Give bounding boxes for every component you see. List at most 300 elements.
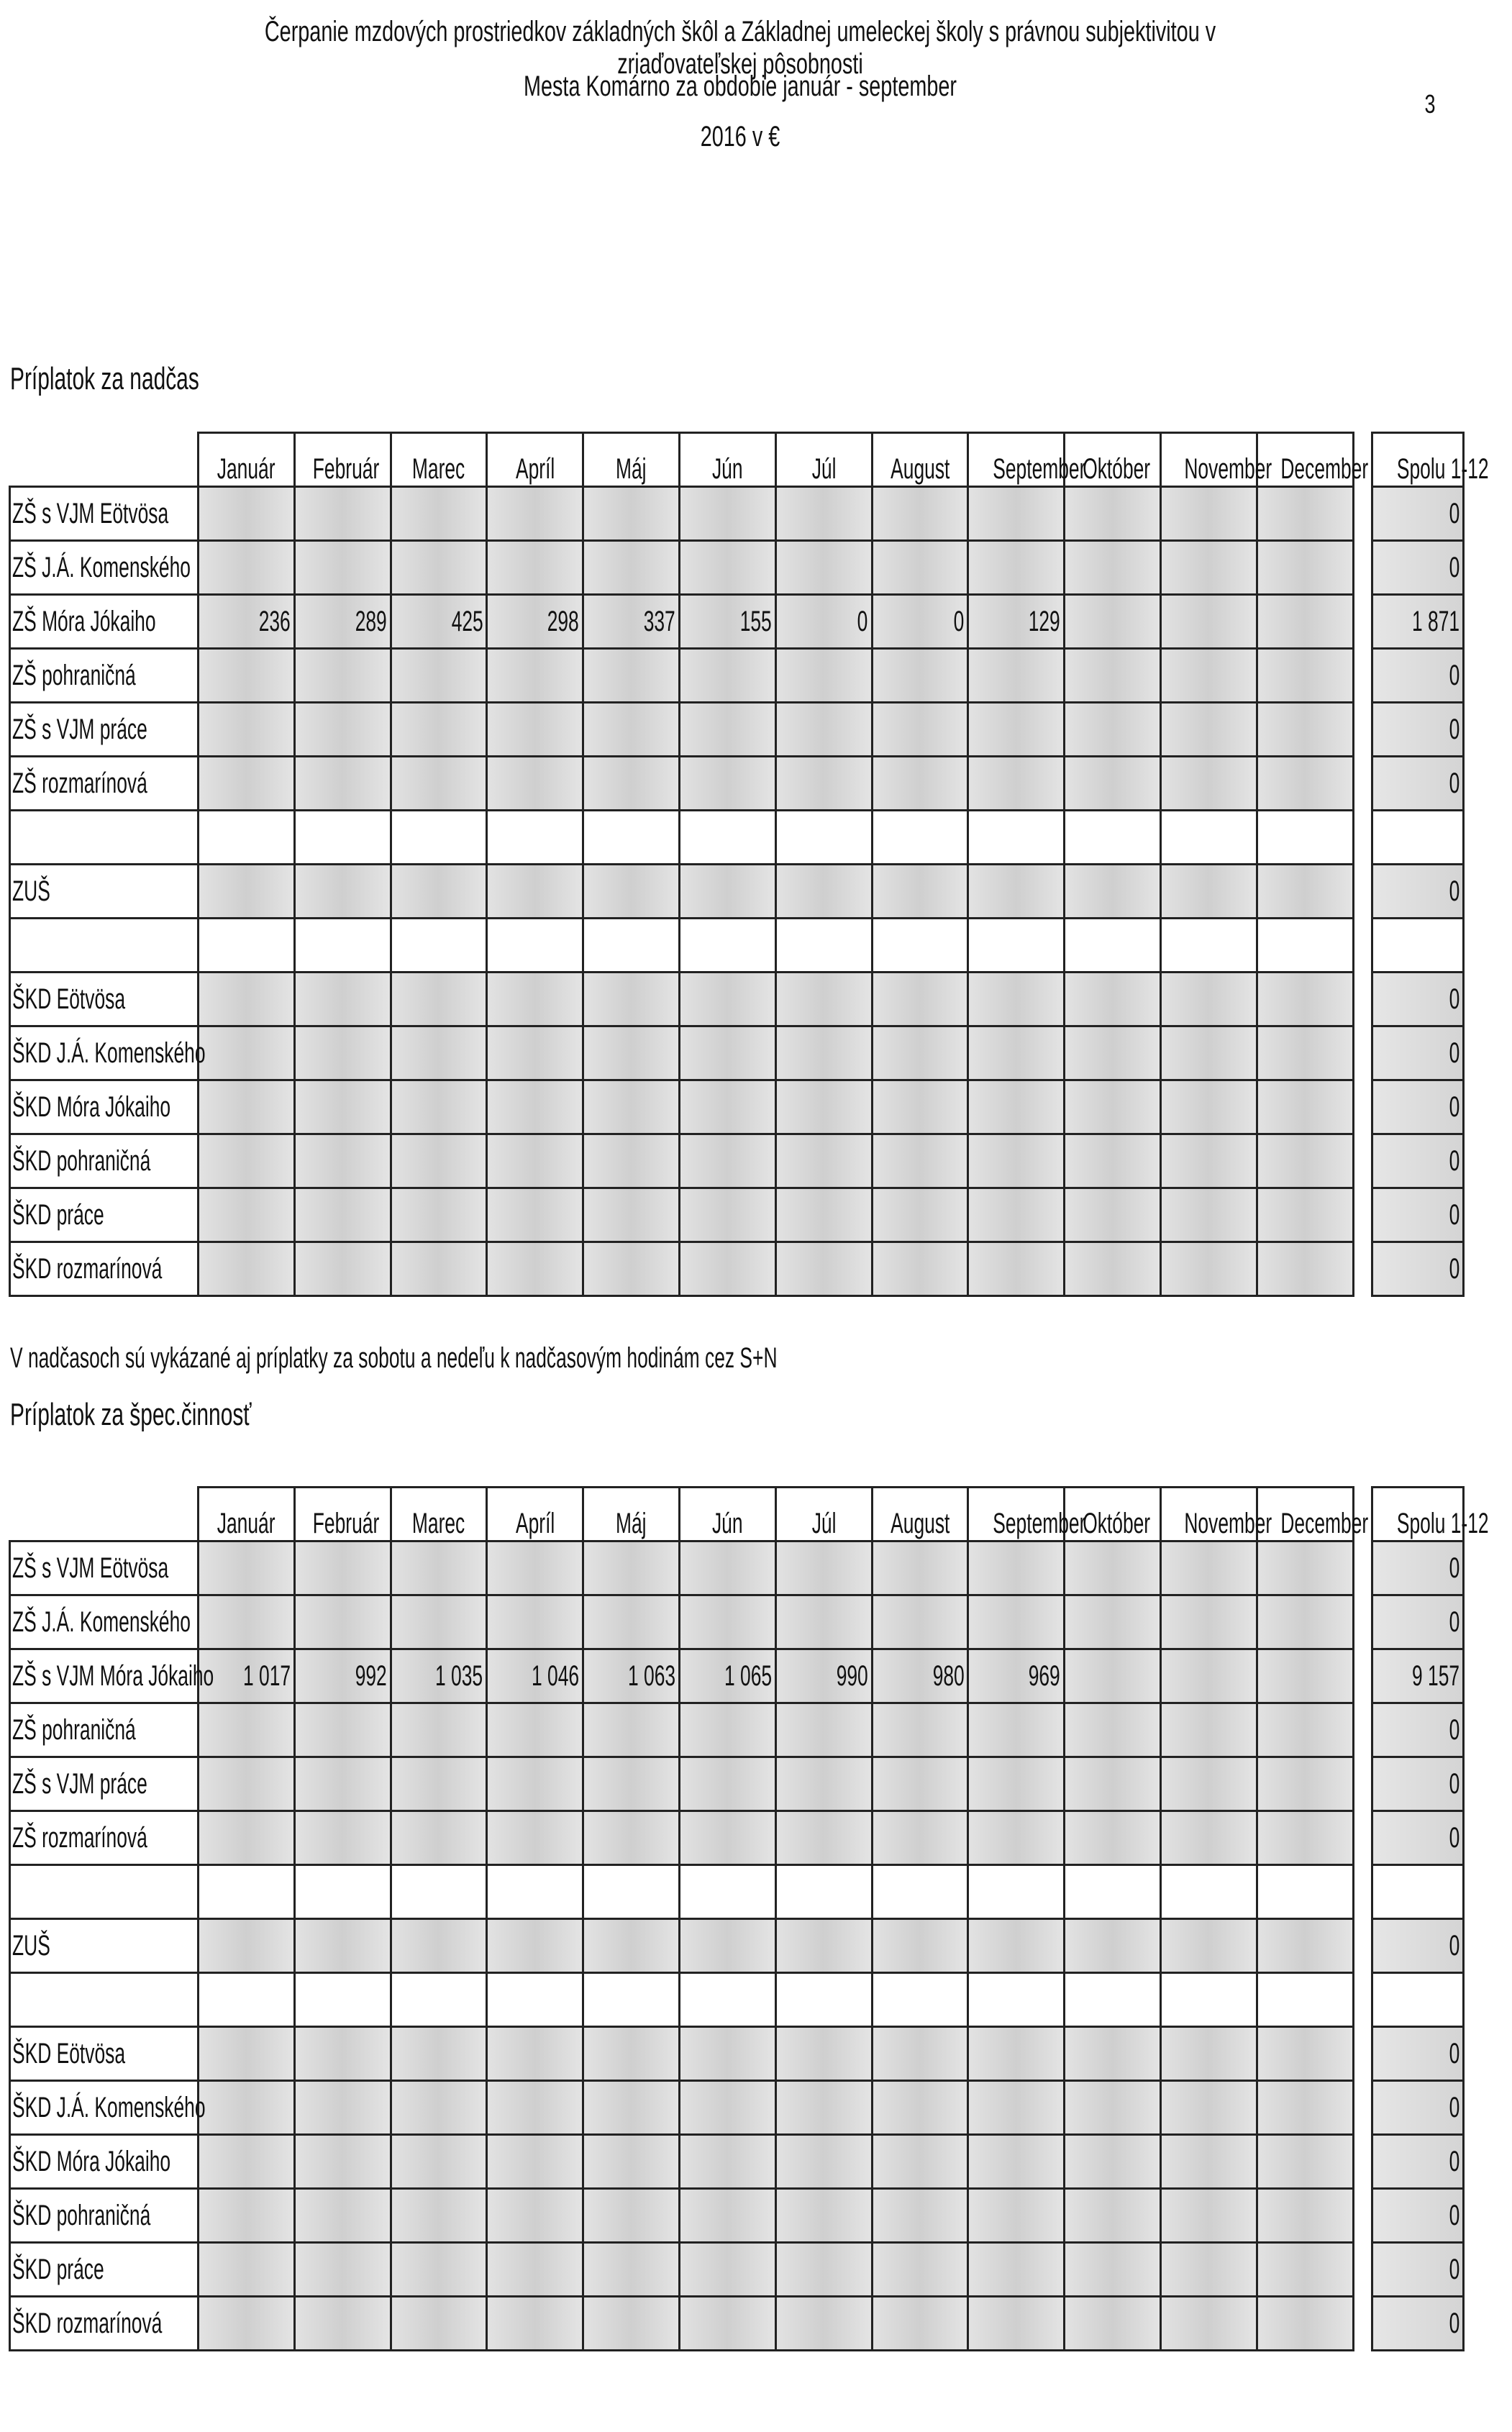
- value-cell: [487, 1080, 583, 1134]
- value-cell: [1065, 973, 1161, 1026]
- value-cell: [294, 811, 391, 865]
- row-label-text: ŠKD Eötvösa: [12, 983, 126, 1015]
- value-cell: [391, 2027, 487, 2081]
- row-label-text: ZUŠ: [12, 875, 50, 907]
- value-cell: [872, 2243, 968, 2297]
- value-cell: [391, 2081, 487, 2135]
- value-cell: [1257, 649, 1353, 703]
- total-cell: [1372, 2243, 1464, 2297]
- table-row: [10, 2243, 1354, 2297]
- value-cell: [1257, 1541, 1353, 1595]
- value-cell: [1160, 2027, 1257, 2081]
- value-cell: [199, 1080, 295, 1134]
- value-cell: [294, 1919, 391, 1973]
- row-label-text: ŠKD práce: [12, 2253, 104, 2285]
- value-cell: [775, 1595, 872, 1649]
- table-row: [10, 2027, 1354, 2081]
- total-value: 0: [1449, 2199, 1459, 2231]
- value-cell: [872, 2189, 968, 2243]
- value-cell: [199, 973, 295, 1026]
- value-cell: [487, 595, 583, 649]
- table-row: [10, 757, 1354, 811]
- value-cell: [1065, 1649, 1161, 1703]
- total-cell: [1372, 1703, 1464, 1757]
- row-label: [10, 1649, 214, 1703]
- value-cell: [679, 919, 775, 973]
- table-row: [10, 1649, 1354, 1703]
- value-cell: [199, 487, 295, 541]
- month-header: [487, 433, 583, 487]
- cell-value: 155: [739, 605, 772, 637]
- value-cell: [199, 1703, 295, 1757]
- value-cell: [872, 1080, 968, 1134]
- total-row: [1372, 1703, 1464, 1757]
- total-row: [1372, 1188, 1464, 1242]
- value-cell: [1065, 919, 1161, 973]
- total-row: [1372, 757, 1464, 811]
- value-cell: [487, 811, 583, 865]
- month-header-label: Január: [217, 1508, 275, 1539]
- row-label: [10, 2297, 199, 2351]
- value-cell: [679, 1134, 775, 1188]
- value-cell: [391, 1080, 487, 1134]
- value-cell: [391, 1026, 487, 1080]
- value-cell: [968, 1757, 1065, 1811]
- value-cell: [968, 1080, 1065, 1134]
- value-cell: [487, 541, 583, 595]
- value-cell: [391, 1188, 487, 1242]
- total-header-row: [1372, 433, 1464, 487]
- overtime-note: V nadčasoch sú vykázané aj príplatky za sobotu a nedeľu k nadčasovým hodinám cez S+N: [10, 1342, 778, 1374]
- value-cell: [487, 1919, 583, 1973]
- value-cell: [1257, 1595, 1353, 1649]
- value-cell: [1160, 1757, 1257, 1811]
- total-cell: [1372, 2135, 1464, 2189]
- row-label: [10, 1080, 199, 1134]
- value-cell: [583, 1541, 680, 1595]
- value-cell: [1257, 1188, 1353, 1242]
- value-cell: [872, 1919, 968, 1973]
- row-label: [10, 1865, 199, 1919]
- value-cell: [583, 1595, 680, 1649]
- value-cell: [487, 2243, 583, 2297]
- month-header: [1160, 433, 1272, 487]
- total-cell: [1372, 973, 1464, 1026]
- cell-value: 1 065: [724, 1659, 772, 1692]
- value-cell: [968, 2297, 1065, 2351]
- value-cell: [1065, 1026, 1161, 1080]
- row-label-text: ŠKD rozmarínová: [12, 1252, 163, 1285]
- value-cell: [679, 757, 775, 811]
- value-cell: [1065, 595, 1161, 649]
- value-cell: [391, 1242, 487, 1296]
- month-header: [872, 433, 968, 487]
- total-value: 0: [1449, 1606, 1459, 1638]
- total-cell: [1372, 865, 1464, 919]
- value-cell: [1065, 2189, 1161, 2243]
- value-cell: [199, 2243, 295, 2297]
- value-cell: [679, 1080, 775, 1134]
- cell-value: 1 017: [242, 1659, 291, 1692]
- row-label: [10, 865, 199, 919]
- month-header: [391, 433, 487, 487]
- value-cell: [1257, 487, 1353, 541]
- month-header: [775, 1488, 872, 1541]
- value-cell: [583, 973, 680, 1026]
- value-cell: [679, 2027, 775, 2081]
- cell-value: 236: [258, 605, 291, 637]
- value-cell: [1257, 2135, 1353, 2189]
- value-cell: [775, 1188, 872, 1242]
- value-cell: [199, 595, 295, 649]
- value-cell: [1257, 1811, 1353, 1865]
- value-cell: [775, 2189, 872, 2243]
- value-cell: [487, 1757, 583, 1811]
- cell-value: 992: [355, 1659, 387, 1692]
- value-cell: [872, 1595, 968, 1649]
- value-cell: [391, 2189, 487, 2243]
- cell-value: 1 046: [532, 1659, 580, 1692]
- value-cell: [775, 2027, 872, 2081]
- month-header-label: December: [1280, 1508, 1368, 1539]
- value-cell: [872, 1541, 968, 1595]
- total-cell: [1372, 2027, 1464, 2081]
- section1-title: Príplatok za nadčas: [10, 361, 199, 396]
- table-row: [10, 1541, 1354, 1595]
- value-cell: [1257, 541, 1353, 595]
- month-header: [199, 1488, 295, 1541]
- value-cell: [1160, 757, 1257, 811]
- value-cell: [294, 1595, 391, 1649]
- month-header: [199, 433, 295, 487]
- value-cell: [1160, 2135, 1257, 2189]
- cell-value: 289: [355, 605, 387, 637]
- cell-value: 980: [932, 1659, 965, 1692]
- value-cell: [199, 757, 295, 811]
- value-cell: [1065, 1080, 1161, 1134]
- value-cell: [199, 1026, 295, 1080]
- total-row: [1372, 487, 1464, 541]
- value-cell: [487, 2135, 583, 2189]
- value-cell: [583, 919, 680, 973]
- special-activity-table: [9, 1486, 1368, 2351]
- value-cell: [583, 2297, 680, 2351]
- value-cell: [294, 2135, 391, 2189]
- value-cell: [1160, 487, 1257, 541]
- value-cell: [294, 1026, 391, 1080]
- month-header-label: Apríl: [515, 1508, 555, 1539]
- value-cell: [968, 1649, 1065, 1703]
- value-cell: [391, 1811, 487, 1865]
- total-cell: [1372, 1919, 1464, 1973]
- value-cell: [1065, 2297, 1161, 2351]
- total-cell: [1372, 1188, 1464, 1242]
- value-cell: [583, 1757, 680, 1811]
- value-cell: [968, 1919, 1065, 1973]
- value-cell: [775, 1649, 872, 1703]
- value-cell: [968, 1242, 1065, 1296]
- value-cell: [199, 649, 295, 703]
- value-cell: [1160, 703, 1257, 757]
- total-cell: [1372, 1865, 1464, 1919]
- total-row: [1372, 2081, 1464, 2135]
- value-cell: [775, 595, 872, 649]
- row-label: [10, 1757, 199, 1811]
- total-cell: [1372, 2081, 1464, 2135]
- value-cell: [1160, 2297, 1257, 2351]
- value-cell: [1065, 1595, 1161, 1649]
- value-cell: [968, 541, 1065, 595]
- row-label-text: ŠKD práce: [12, 1198, 104, 1231]
- value-cell: [775, 541, 872, 595]
- table-row: [10, 811, 1354, 865]
- value-cell: [1160, 1595, 1257, 1649]
- value-cell: [968, 1188, 1065, 1242]
- total-row: [1372, 2243, 1464, 2297]
- total-row: [1372, 1595, 1464, 1649]
- value-cell: [1160, 649, 1257, 703]
- value-cell: [968, 1541, 1065, 1595]
- total-row: [1372, 703, 1464, 757]
- value-cell: [487, 1703, 583, 1757]
- value-cell: [872, 2297, 968, 2351]
- value-cell: [294, 541, 391, 595]
- value-cell: [391, 811, 487, 865]
- total-cell: [1372, 1026, 1464, 1080]
- row-label: [10, 1703, 199, 1757]
- value-cell: [583, 1242, 680, 1296]
- value-cell: [294, 703, 391, 757]
- total-header-row: [1372, 1488, 1464, 1541]
- value-cell: [487, 865, 583, 919]
- value-cell: [1065, 703, 1161, 757]
- row-label: [10, 1919, 199, 1973]
- value-cell: [583, 649, 680, 703]
- value-cell: [775, 811, 872, 865]
- value-cell: [968, 811, 1065, 865]
- value-cell: [775, 1080, 872, 1134]
- value-cell: [1257, 595, 1353, 649]
- value-cell: [1257, 973, 1353, 1026]
- value-cell: [1257, 2189, 1353, 2243]
- table-row: [10, 595, 1354, 649]
- header-row: [10, 433, 1354, 487]
- value-cell: [679, 1973, 775, 2027]
- month-header-label: Február: [312, 1508, 380, 1539]
- row-label: [10, 1595, 199, 1649]
- value-cell: [294, 595, 391, 649]
- value-cell: [391, 2297, 487, 2351]
- value-cell: [391, 1865, 487, 1919]
- month-header-label: Marec: [412, 453, 465, 485]
- value-cell: [199, 919, 295, 973]
- value-cell: [872, 1865, 968, 1919]
- value-cell: [487, 973, 583, 1026]
- value-cell: [199, 865, 295, 919]
- table-row: [10, 2297, 1354, 2351]
- total-row: [1372, 2189, 1464, 2243]
- special-activity-total-column: [1371, 1486, 1489, 2351]
- total-value: 1 871: [1411, 605, 1459, 637]
- value-cell: [1160, 1242, 1257, 1296]
- value-cell: [968, 757, 1065, 811]
- cell-value: 990: [836, 1659, 868, 1692]
- value-cell: [1065, 757, 1161, 811]
- value-cell: [294, 1541, 391, 1595]
- month-header-label: Júl: [811, 1508, 837, 1539]
- value-cell: [1065, 1973, 1161, 2027]
- month-header-label: Január: [217, 453, 275, 485]
- row-label: [10, 973, 199, 1026]
- document-title: Čerpanie mzdových prostriedkov základných škôl a Základnej umeleckej školy s právnou subjektivitou v zriaďovateľskej pôsobnosti: [264, 16, 1216, 80]
- row-label: [10, 1242, 199, 1296]
- total-cell: [1372, 1811, 1464, 1865]
- value-cell: [199, 1757, 295, 1811]
- value-cell: [391, 649, 487, 703]
- value-cell: [1160, 1541, 1257, 1595]
- table-row: [10, 1973, 1354, 2027]
- value-cell: [391, 703, 487, 757]
- value-cell: [1160, 1080, 1257, 1134]
- value-cell: [1065, 1919, 1161, 1973]
- value-cell: [679, 865, 775, 919]
- value-cell: [1257, 2081, 1353, 2135]
- value-cell: [872, 1242, 968, 1296]
- month-header: [583, 433, 680, 487]
- row-label: [10, 487, 199, 541]
- value-cell: [968, 595, 1065, 649]
- value-cell: [583, 2081, 680, 2135]
- total-row: [1372, 1134, 1464, 1188]
- row-label-text: ZŠ s VJM Eötvösa: [12, 497, 169, 529]
- row-label-text: ŠKD J.Á. Komenského: [12, 2091, 206, 2123]
- value-cell: [775, 1242, 872, 1296]
- month-header-label: November: [1184, 1508, 1272, 1539]
- total-row: [1372, 1865, 1464, 1919]
- value-cell: [1257, 1080, 1353, 1134]
- value-cell: [487, 2081, 583, 2135]
- row-label-text: ZŠ s VJM Eötvösa: [12, 1552, 169, 1584]
- value-cell: [583, 1649, 680, 1703]
- total-row: [1372, 1541, 1464, 1595]
- table-row: [10, 1703, 1354, 1757]
- value-cell: [199, 2297, 295, 2351]
- month-header-label: Apríl: [515, 453, 555, 485]
- row-label: [10, 2027, 199, 2081]
- value-cell: [1065, 1703, 1161, 1757]
- row-label-text: ŠKD pohraničná: [12, 1144, 151, 1177]
- total-value: 0: [1449, 2091, 1459, 2123]
- value-cell: [968, 649, 1065, 703]
- table-row: [10, 2081, 1354, 2135]
- total-cell: [1372, 1134, 1464, 1188]
- total-row: [1372, 919, 1464, 973]
- value-cell: [391, 919, 487, 973]
- value-cell: [679, 2297, 775, 2351]
- value-cell: [872, 1973, 968, 2027]
- section2-title: Príplatok za špec.činnosť: [10, 1397, 252, 1432]
- value-cell: [294, 2243, 391, 2297]
- total-value: 0: [1449, 1090, 1459, 1123]
- value-cell: [968, 1026, 1065, 1080]
- row-label: [10, 2243, 199, 2297]
- row-label: [10, 811, 199, 865]
- value-cell: [199, 541, 295, 595]
- total-cell: [1372, 1595, 1464, 1649]
- total-cell: [1372, 2297, 1464, 2351]
- row-label-text: ŠKD Eötvösa: [12, 2037, 126, 2069]
- total-row: [1372, 2027, 1464, 2081]
- total-cell: [1372, 649, 1464, 703]
- row-label-text: ZŠ pohraničná: [12, 1713, 136, 1746]
- month-header-label: September: [993, 1508, 1086, 1539]
- row-label: [10, 649, 199, 703]
- month-header-label: September: [993, 453, 1086, 485]
- value-cell: [583, 1973, 680, 2027]
- value-cell: [679, 1757, 775, 1811]
- total-value: 0: [1449, 2037, 1459, 2069]
- value-cell: [583, 865, 680, 919]
- value-cell: [294, 2081, 391, 2135]
- cell-value: 969: [1029, 1659, 1061, 1692]
- value-cell: [487, 703, 583, 757]
- value-cell: [1065, 1188, 1161, 1242]
- month-header: [775, 433, 872, 487]
- value-cell: [775, 1541, 872, 1595]
- value-cell: [1160, 595, 1257, 649]
- row-label-text: ZŠ s VJM práce: [12, 713, 147, 745]
- row-label-text: ZŠ rozmarínová: [12, 1821, 147, 1854]
- month-header-label: August: [890, 453, 950, 485]
- value-cell: [583, 2189, 680, 2243]
- total-row: [1372, 1757, 1464, 1811]
- value-cell: [968, 703, 1065, 757]
- cell-value: 0: [953, 605, 965, 637]
- total-value: 0: [1449, 1198, 1459, 1231]
- value-cell: [968, 1865, 1065, 1919]
- value-cell: [1257, 757, 1353, 811]
- total-value: 0: [1449, 1037, 1459, 1069]
- value-cell: [1257, 811, 1353, 865]
- value-cell: [391, 1541, 487, 1595]
- row-label-text: ZŠ Móra Jókaiho: [12, 605, 156, 637]
- value-cell: [1257, 1242, 1353, 1296]
- total-value: 0: [1449, 659, 1459, 691]
- value-cell: [583, 757, 680, 811]
- value-cell: [487, 1595, 583, 1649]
- total-cell: [1372, 757, 1464, 811]
- value-cell: [294, 1134, 391, 1188]
- value-cell: [1257, 2297, 1353, 2351]
- cell-value: 1 035: [435, 1659, 483, 1692]
- total-row: [1372, 1973, 1464, 2027]
- value-cell: [1065, 487, 1161, 541]
- value-cell: [199, 1919, 295, 1973]
- value-cell: [583, 2135, 680, 2189]
- value-cell: [872, 1649, 968, 1703]
- value-cell: [199, 2135, 295, 2189]
- month-header-label: Jún: [712, 453, 743, 485]
- row-label-text: ŠKD rozmarínová: [12, 2307, 163, 2339]
- value-cell: [583, 487, 680, 541]
- total-cell: [1372, 1080, 1464, 1134]
- table-row: [10, 1242, 1354, 1296]
- row-label: [10, 2135, 199, 2189]
- value-cell: [968, 2189, 1065, 2243]
- value-cell: [679, 973, 775, 1026]
- table-row: [10, 649, 1354, 703]
- value-cell: [1160, 1973, 1257, 2027]
